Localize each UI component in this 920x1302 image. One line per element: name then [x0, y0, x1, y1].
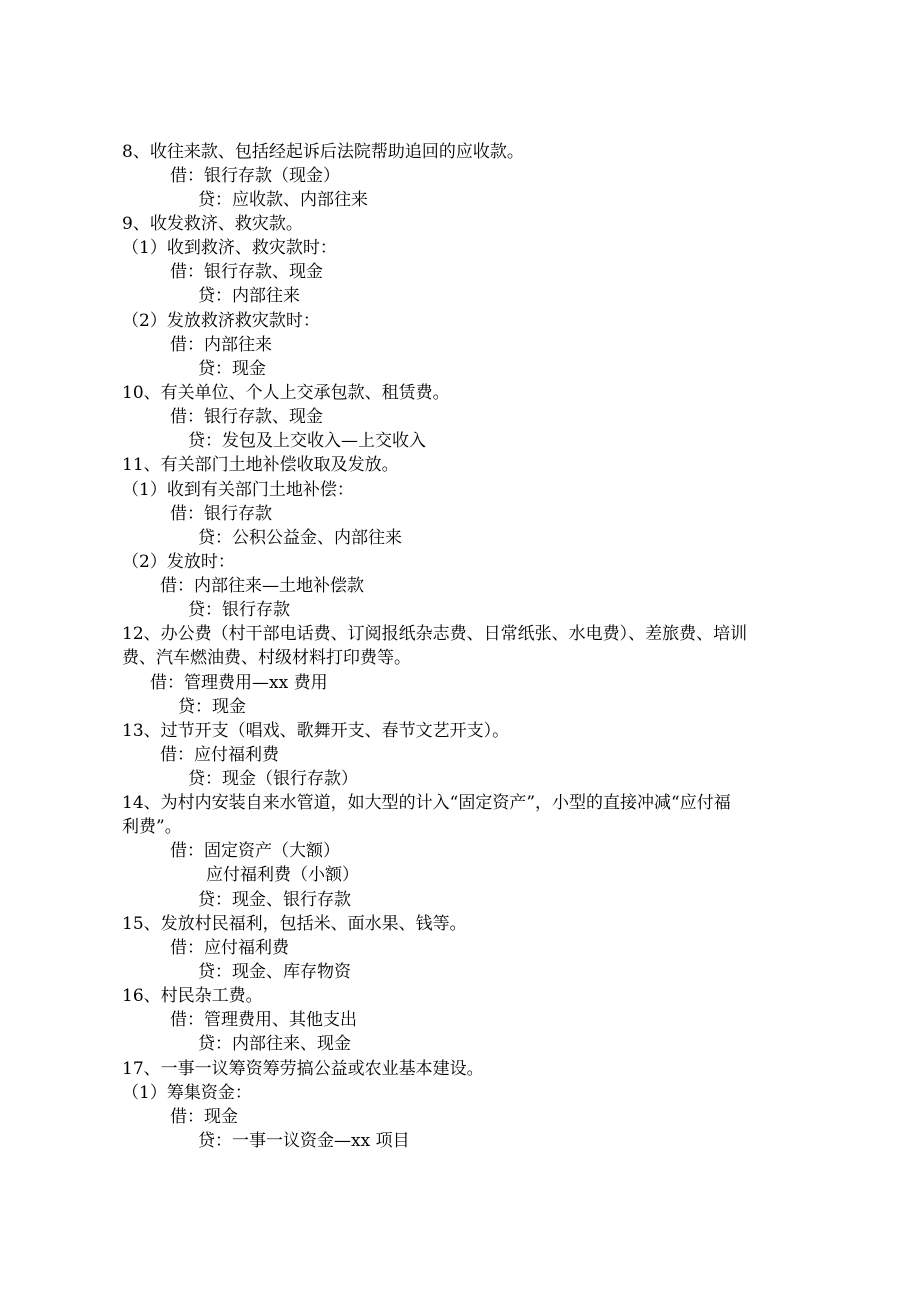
text-line: 借：管理费用、其他支出: [170, 1010, 357, 1030]
text-line: 费、汽车燃油费、村级材料打印费等。: [122, 648, 411, 668]
text-line: （1）收到有关部门土地补偿：: [122, 480, 354, 500]
text-line: 应付福利费（小额）: [206, 865, 359, 885]
text-line: 借：管理费用—xx 费用: [150, 673, 328, 693]
text-line: （1）收到救济、救灾款时：: [122, 238, 337, 258]
text-line: 13、过节开支（唱戏、歌舞开支、春节文艺开支）。: [122, 721, 510, 741]
text-line: 贷：现金、库存物资: [198, 962, 351, 982]
text-line: 8、收往来款、包括经起诉后法院帮助追回的应收款。: [122, 142, 524, 162]
text-line: 12、办公费（村干部电话费、订阅报纸杂志费、日常纸张、水电费）、差旅费、培训: [122, 624, 748, 644]
text-line: 贷：应收款、内部往来: [198, 190, 368, 210]
text-line: 借：现金: [170, 1107, 238, 1127]
text-line: 14、为村内安装自来水管道，如大型的计入“固定资产”，小型的直接冲减“应付福: [122, 793, 731, 813]
text-line: 借：银行存款、现金: [170, 262, 323, 282]
text-line: 15、发放村民福利，包括米、面水果、钱等。: [122, 914, 467, 934]
text-line: 借：银行存款: [170, 504, 272, 524]
text-line: 17、一事一议筹资筹劳搞公益或农业基本建设。: [122, 1059, 484, 1079]
text-line: 9、收发救济、救灾款。: [122, 214, 303, 234]
text-line: 借：应付福利费: [170, 938, 289, 958]
text-line: 贷：现金: [178, 697, 246, 717]
text-line: 贷：发包及上交收入—上交收入: [188, 431, 426, 451]
text-line: 借：内部往来: [170, 335, 272, 355]
text-line: 贷：现金（银行存款）: [188, 769, 358, 789]
text-line: 11、有关部门土地补偿收取及发放。: [122, 455, 399, 475]
text-line: 利费”。: [122, 817, 182, 837]
text-line: 借：固定资产（大额）: [170, 841, 340, 861]
text-line: 贷：现金: [198, 359, 266, 379]
text-line: 贷：银行存款: [188, 600, 290, 620]
text-line: 借：银行存款（现金）: [170, 166, 340, 186]
text-line: 贷：一事一议资金—xx 项目: [198, 1131, 410, 1151]
text-line: 贷：公积公益金、内部往来: [198, 528, 402, 548]
text-line: 借：内部往来—土地补偿款: [160, 576, 364, 596]
text-line: 16、村民杂工费。: [122, 986, 263, 1006]
text-line: （2）发放救济救灾款时：: [122, 311, 320, 331]
text-line: 贷：现金、银行存款: [198, 890, 351, 910]
text-line: （2）发放时：: [122, 552, 235, 572]
text-line: 借：应付福利费: [160, 745, 279, 765]
text-line: （1）筹集资金：: [122, 1083, 252, 1103]
text-line: 10、有关单位、个人上交承包款、租赁费。: [122, 383, 450, 403]
text-line: 借：银行存款、现金: [170, 407, 323, 427]
text-line: 贷：内部往来、现金: [198, 1034, 351, 1054]
text-line: 贷：内部往来: [198, 286, 300, 306]
